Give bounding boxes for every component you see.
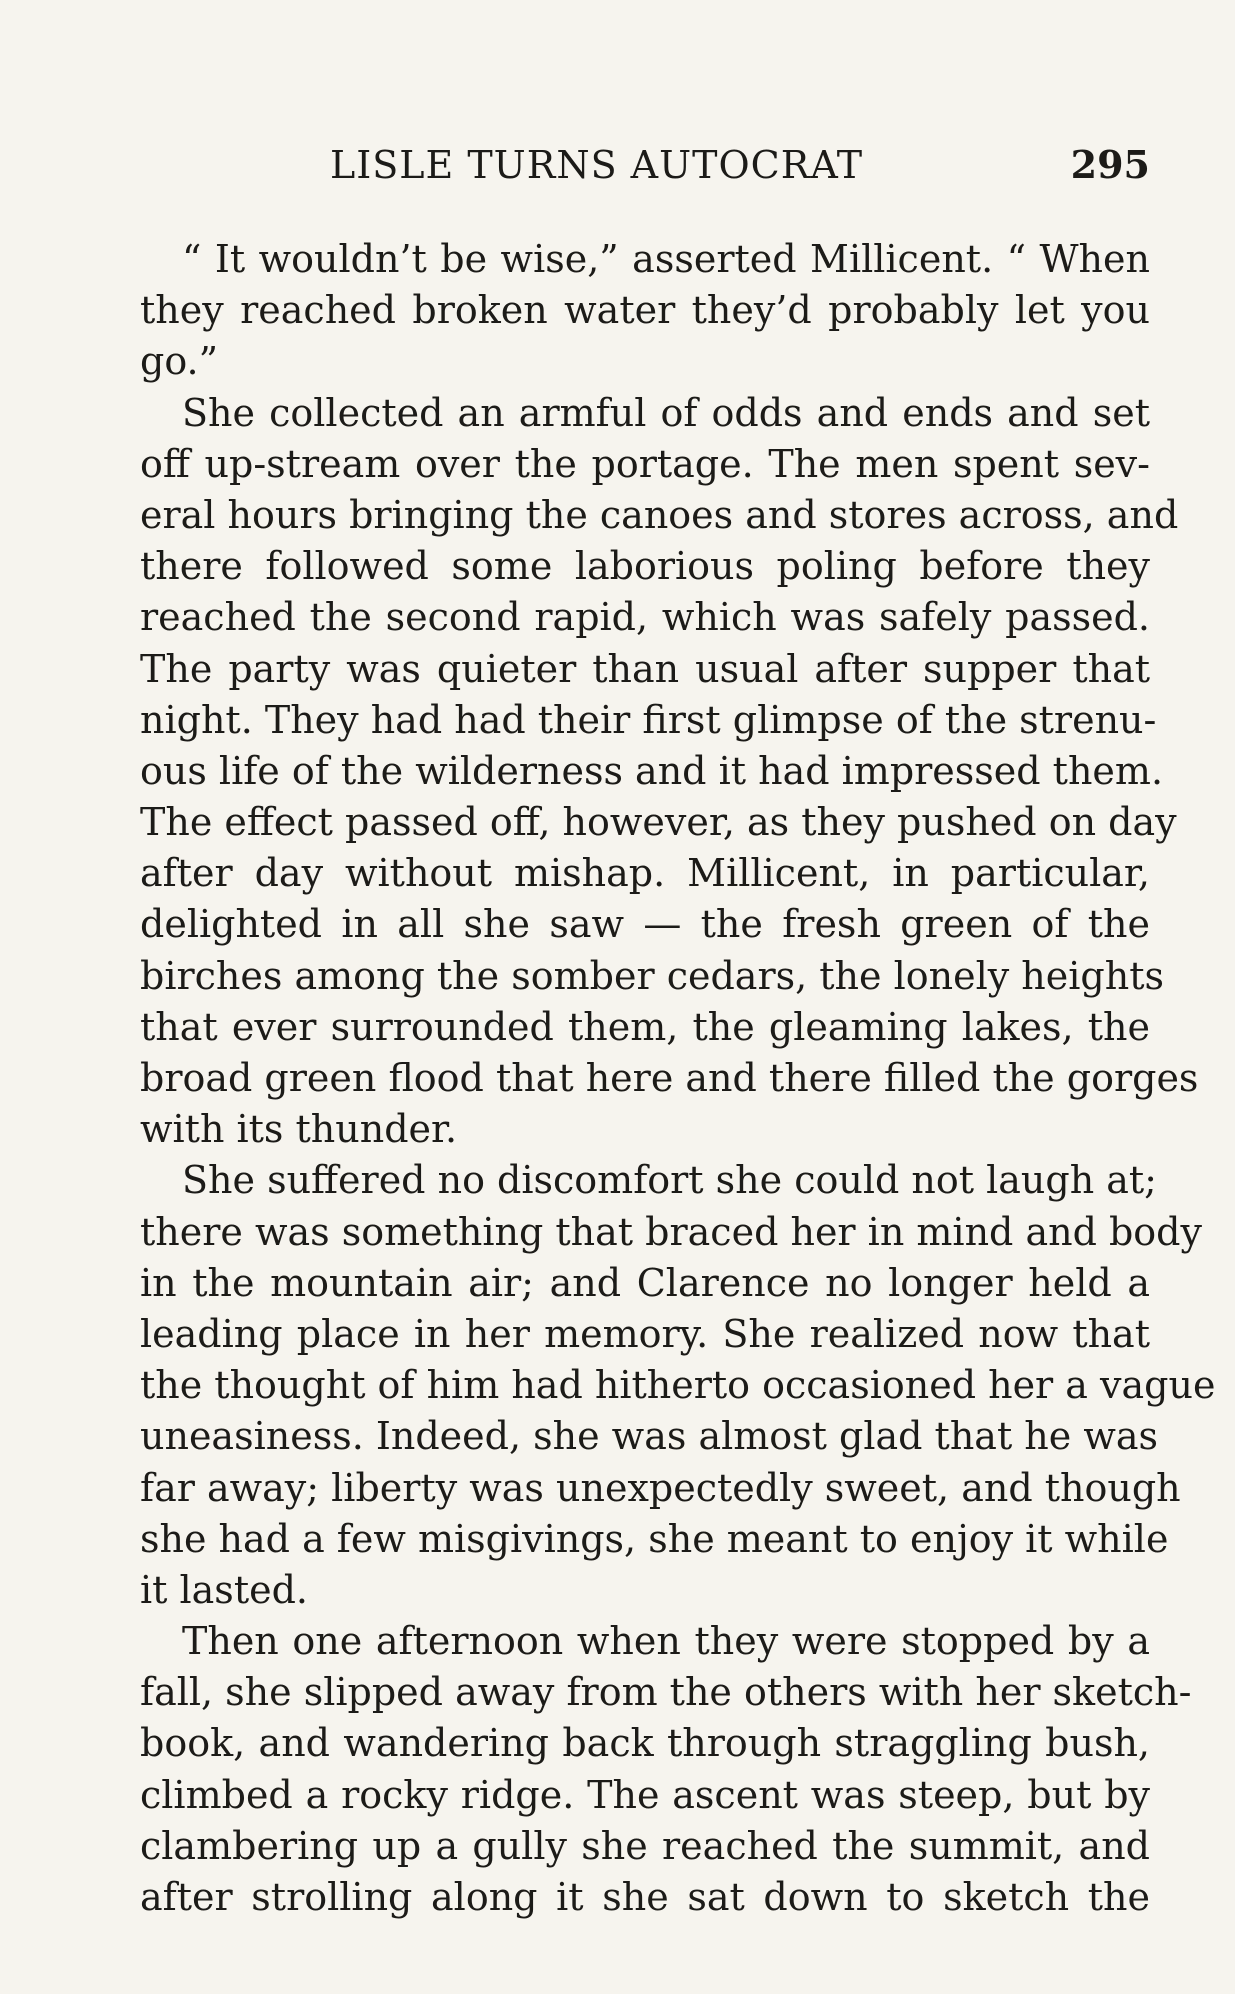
text-line: eral hours bringing the canoes and stores across, and	[140, 492, 1179, 537]
text-line: there followed some laborious poling before they	[140, 544, 1150, 589]
text-line: uneasiness. Indeed, she was almost glad that he was	[140, 1414, 1159, 1459]
text-line: broad green flood that here and there filled the gorges	[140, 1056, 1199, 1100]
text-line: after strolling along it she sat down to sketch the	[140, 1875, 1150, 1919]
text-line: birches among the somber cedars, the lonely heights	[140, 953, 1164, 998]
text-line: book, and wandering back through straggling bush,	[140, 1721, 1150, 1766]
text-line: clambering up a gully she reached the summit, and	[140, 1823, 1150, 1868]
text-line: leading place in her memory. She realized now that	[140, 1311, 1150, 1356]
text-line: The effect passed off, however, as they pushed on day	[140, 800, 1177, 845]
text-line: there was something that braced her in mind and body	[140, 1209, 1202, 1254]
text-line: in the mountain air; and Clarence no longer held a	[140, 1260, 1150, 1305]
text-line: Then one afternoon when they were stopped by a	[182, 1619, 1150, 1664]
text-line: night. They had had their first glimpse of the strenu-	[140, 697, 1157, 742]
text-line: reached the second rapid, which was safely passed.	[140, 595, 1150, 640]
text-line: go.”	[140, 339, 219, 384]
text-line: they reached broken water they’d probably let you	[140, 288, 1150, 333]
text-line: delighted in all she saw — the fresh green of the	[140, 902, 1150, 947]
text-line: The party was quieter than usual after supper that	[140, 646, 1150, 691]
text-line: climbed a rocky ridge. The ascent was steep, but by	[140, 1772, 1150, 1817]
text-line: after day without mishap. Millicent, in particular,	[140, 851, 1150, 896]
text-line: fall, she slipped away from the others with her sketch-	[140, 1670, 1192, 1715]
running-title: LISLE TURNS AUTOCRAT	[330, 143, 864, 187]
page-number: 295	[1070, 142, 1150, 187]
text-line: “ It wouldn’t be wise,” asserted Millicent. “ When	[182, 237, 1150, 281]
text-line: ous life of the wilderness and it had impressed them.	[140, 748, 1164, 793]
text-line: it lasted.	[140, 1567, 308, 1612]
text-line: the thought of him had hitherto occasioned her a vague	[140, 1363, 1216, 1408]
text-line: that ever surrounded them, the gleaming lakes, the	[140, 1004, 1150, 1049]
text-line: far away; liberty was unexpectedly sweet, and though	[140, 1465, 1181, 1510]
body-text	[140, 234, 1216, 1923]
text-line: She collected an armful of odds and ends and set	[182, 390, 1150, 435]
running-head	[140, 140, 1150, 190]
text-line: with its thunder.	[140, 1107, 458, 1152]
text-line: she had a few misgivings, she meant to enjoy it while	[140, 1516, 1169, 1561]
book-page	[140, 0, 1216, 1994]
text-line: off up-stream over the portage. The men spent sev-	[140, 441, 1150, 486]
text-line: She suffered no discomfort she could not laugh at;	[182, 1158, 1157, 1203]
